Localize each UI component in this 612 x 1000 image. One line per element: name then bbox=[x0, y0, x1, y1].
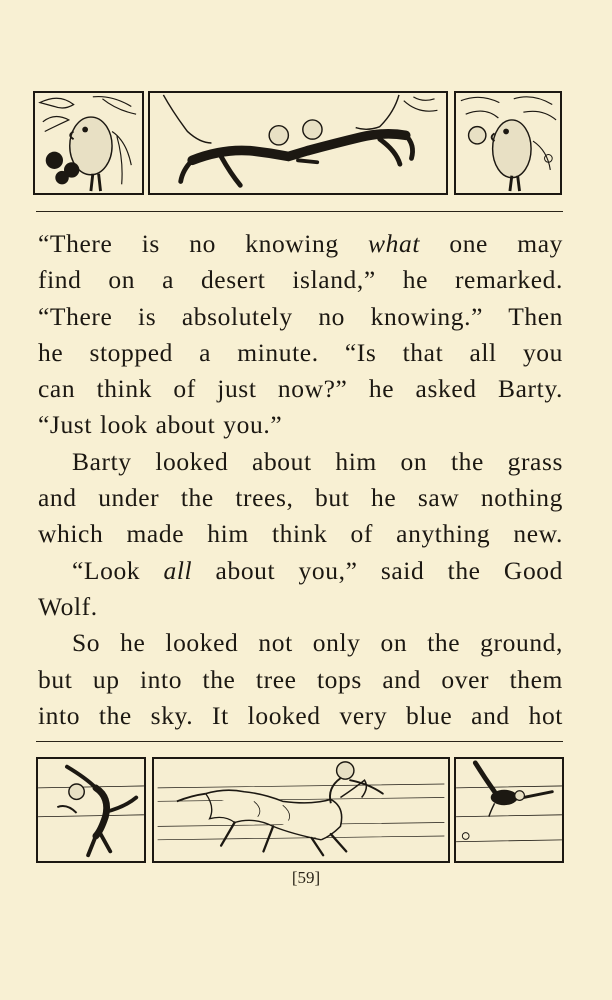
text-line bbox=[38, 299, 563, 335]
text-line bbox=[38, 589, 563, 625]
text-line bbox=[38, 553, 563, 589]
bottom-left-illustration-panel bbox=[36, 757, 146, 863]
text-span: “There is absolutely no knowing.” Then bbox=[38, 301, 563, 331]
bottom-center-illustration-panel bbox=[152, 757, 450, 863]
text-line bbox=[38, 625, 563, 661]
text-span: “Just look about you.” bbox=[38, 410, 283, 440]
bird-icon bbox=[456, 759, 562, 861]
parrot-icon bbox=[35, 93, 142, 193]
monkey-icon bbox=[38, 759, 144, 861]
text-span: he stopped a minute. “Is that all you bbox=[38, 337, 563, 367]
text-line bbox=[38, 662, 563, 698]
text-span: Barty looked about him on the grass bbox=[72, 446, 563, 476]
parrot-icon bbox=[456, 93, 560, 193]
text-line bbox=[38, 335, 563, 371]
top-right-illustration-panel bbox=[454, 91, 562, 195]
text-span: find on a desert island,” he remarked. bbox=[38, 265, 563, 295]
text-line bbox=[38, 407, 563, 443]
top-divider-rule bbox=[36, 211, 563, 212]
text-span: can think of just now?” he asked Barty. bbox=[38, 374, 563, 404]
text-span: one may bbox=[420, 229, 563, 258]
monkeys-swinging-icon bbox=[150, 93, 446, 193]
top-center-illustration-panel bbox=[148, 91, 448, 195]
page-number: [59] bbox=[291, 868, 321, 887]
text-span: and under the trees, but he saw nothing bbox=[38, 483, 563, 513]
body-text bbox=[38, 226, 563, 734]
text-span: but up into the tree tops and over them bbox=[38, 664, 563, 694]
text-span: “Look bbox=[72, 555, 164, 585]
text-line bbox=[38, 516, 563, 552]
bottom-divider-rule bbox=[36, 741, 563, 742]
text-span: into the sky. It looked very blue and hot bbox=[38, 700, 563, 730]
child-riding-wolf-icon bbox=[154, 759, 448, 861]
text-line bbox=[38, 698, 563, 734]
emphasis-span: all bbox=[163, 555, 193, 585]
text-line bbox=[38, 371, 563, 407]
emphasis-span: what bbox=[368, 229, 421, 258]
text-span: which made him think of anything new. bbox=[38, 519, 563, 549]
top-left-illustration-panel bbox=[33, 91, 144, 195]
text-line bbox=[38, 444, 563, 480]
text-span: Wolf. bbox=[38, 591, 98, 621]
text-span: So he looked not only on the ground, bbox=[72, 628, 563, 658]
text-span: “There is no knowing bbox=[38, 229, 369, 258]
bottom-right-illustration-panel bbox=[454, 757, 564, 863]
text-line bbox=[38, 480, 563, 516]
text-line bbox=[38, 226, 563, 262]
text-span: about you,” said the Good bbox=[192, 555, 563, 585]
text-line bbox=[38, 262, 563, 298]
